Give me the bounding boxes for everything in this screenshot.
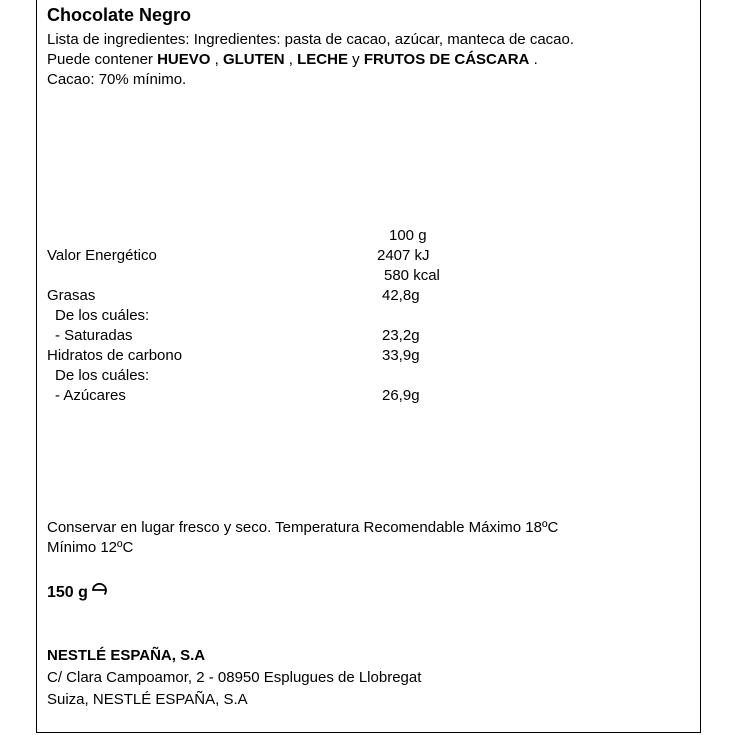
net-weight-value: 150 g (47, 584, 88, 601)
allergens-prefix: Puede contener (47, 51, 153, 68)
nutrition-value-fat: 42,8g (382, 287, 420, 304)
net-weight (47, 582, 108, 605)
ingredients-line: Lista de ingredientes: Ingredientes: pasta de cacao, azúcar, manteca de cacao. (47, 31, 575, 48)
allergen-frutos: FRUTOS DE CÁSCARA (363, 51, 530, 68)
nutrition-label-carbs-sub: De los cuáles: (55, 367, 150, 384)
allergen-end: . (533, 51, 538, 68)
nutrition-value-energy-kcal: 580 kcal (384, 267, 440, 284)
nutrition-label-sugars: - Azúcares (55, 387, 126, 404)
allergen-gluten: GLUTEN (222, 51, 285, 68)
product-title: Chocolate Negro (47, 5, 192, 25)
cacao-line: Cacao: 70% mínimo. (47, 71, 187, 88)
nutrition-value-energy-kj: 2407 kJ (377, 247, 430, 264)
nutrition-value-sugars: 26,9g (382, 387, 420, 404)
nutrition-label-energy: Valor Energético (47, 247, 157, 264)
storage-line-1: Conservar en lugar fresco y seco. Temperatura Recomendable Máximo 18ºC (47, 519, 559, 536)
company-country: Suiza, NESTLÉ ESPAÑA, S.A (47, 691, 248, 708)
estimated-sign-icon (90, 582, 108, 605)
nutrition-label-saturated: - Saturadas (55, 327, 133, 344)
nutrition-per-header: 100 g (389, 227, 427, 244)
storage-line-2: Mínimo 12ºC (47, 539, 134, 556)
company-name: NESTLÉ ESPAÑA, S.A (47, 647, 206, 664)
allergen-leche: LECHE (297, 51, 348, 68)
nutrition-value-saturated: 23,2g (382, 327, 420, 344)
allergens-line (47, 50, 538, 70)
allergen-sep-1: , (214, 51, 219, 68)
company-address: C/ Clara Campoamor, 2 - 08950 Esplugues de Llobregat (47, 669, 422, 686)
allergen-conj: y (352, 51, 360, 68)
nutrition-label-carbs: Hidratos de carbono (47, 347, 183, 364)
allergen-sep-2: , (288, 51, 293, 68)
nutrition-label-fat: Grasas (47, 287, 96, 304)
nutrition-value-carbs: 33,9g (382, 347, 420, 364)
nutrition-label-fat-sub: De los cuáles: (55, 307, 150, 324)
allergen-huevo: HUEVO (157, 51, 211, 68)
